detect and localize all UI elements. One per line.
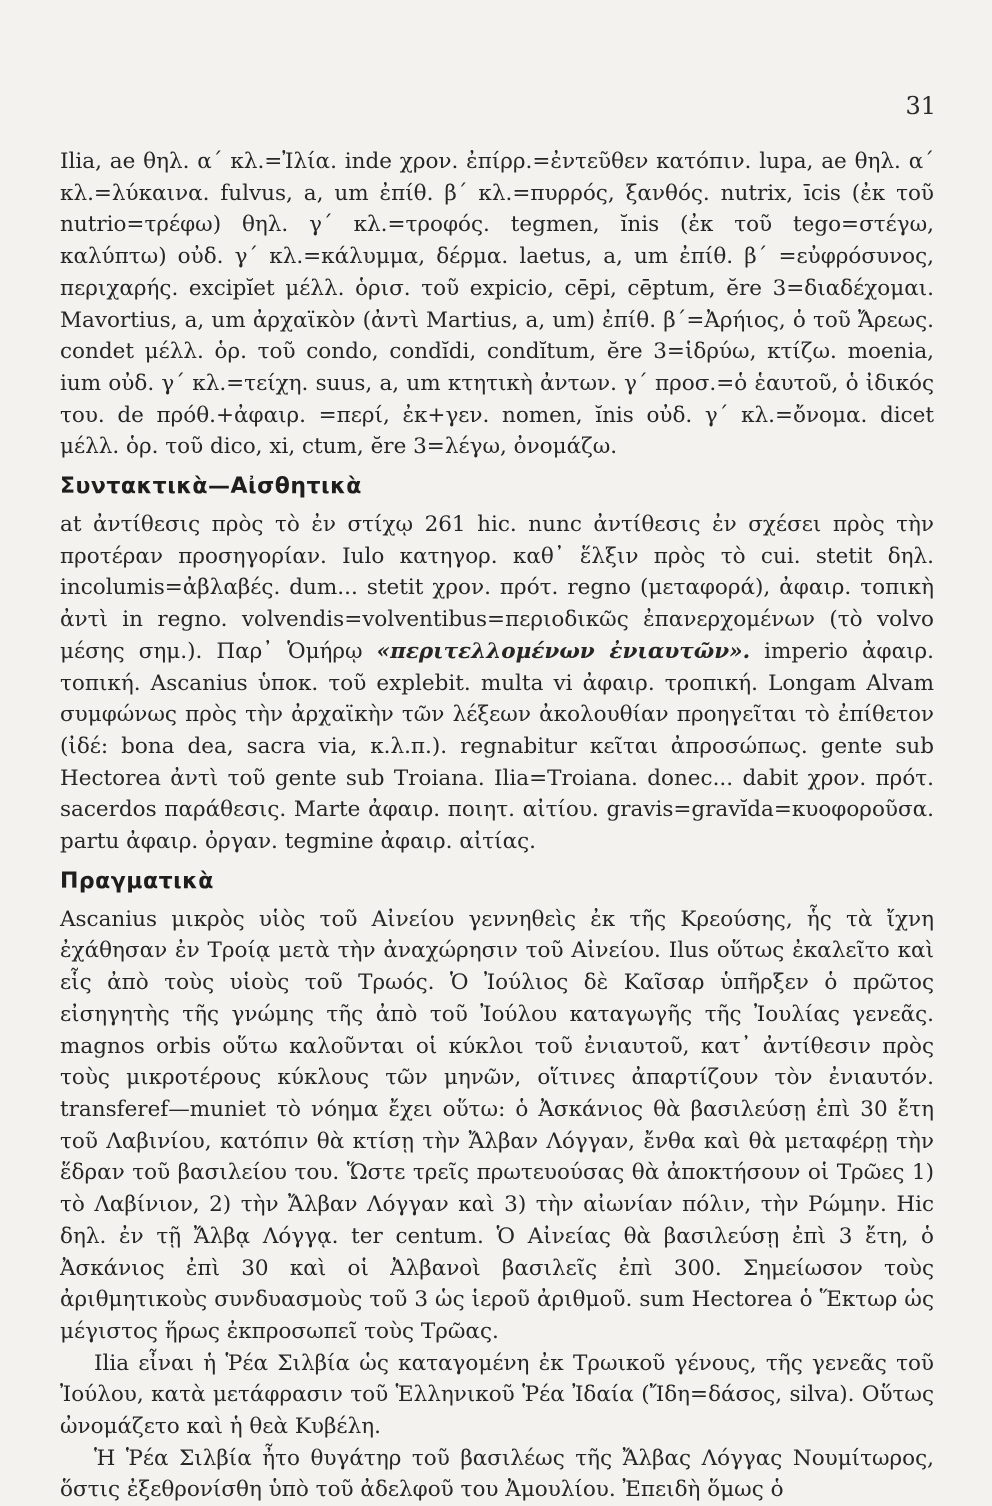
homeric-quote: «περιτελλομένων ἐνιαυτῶν». xyxy=(376,638,751,664)
syntax-paragraph xyxy=(60,509,934,858)
syntax-text-after: imperio ἀφαιρ. τοπική. Ascanius ὑποκ. τοῦ explebit. multa vi ἀφαιρ. τροπική. Longam Alvam συμφώνως πρὸς τὴν ἀρχαϊκὴν τῶν λέξεων ἀκολουθίαν προηγεῖται τὸ ἐπίθετον (ἰδέ: bona dea, sacra via, κ.λ.π.). regnabitur κεῖται ἀπροσώπως. gente sub Hectorea ἀντὶ τοῦ gente sub Troiana. Ilia=Troiana. donec... dabit χρον. πρότ. sacerdos παράθεσις. Marte ἀφαιρ. ποιητ. αἰτίου. gravis=gravĭda=κυοφοροῦσα. partu ἀφαιρ. ὀργαν. tegmine ἀφαιρ. αἰτίας. xyxy=(60,638,934,855)
content-paragraph-2: Ilia εἶναι ἡ Ῥέα Σιλβία ὡς καταγομένη ἐκ Τρωικοῦ γένους, τῆς γενεᾶς τοῦ Ἰούλου, κατὰ μετάφρασιν τοῦ Ἑλληνικοῦ Ῥέα Ἰδαία (Ἴδη=δάσος, silva). Οὕτως ὠνομάζετο καὶ ἡ θεὰ Κυβέλη. xyxy=(60,1350,934,1440)
page-number: 31 xyxy=(905,92,936,120)
vocabulary-paragraph: Ilia, ae θηλ. α΄ κλ.=Ἰλία. inde χρον. ἐπίρρ.=ἐντεῦθεν κατόπιν. lupa, ae θηλ. α΄ κλ.=λύκαινα. fulvus, a, um ἐπίθ. β΄ κλ.=πυρρός, ξανθός. nutrix, īcis (ἐκ τοῦ nutrio=τρέφω) θηλ. γ΄ κλ.=τροφός. tegmen, ĭnis (ἐκ τοῦ tego=στέγω, καλύπτω) οὐδ. γ΄ κλ.=κάλυμμα, δέρμα. laetus, a, um ἐπίθ. β΄ =εὐφρόσυνος, περιχαρής. excipĭet μέλλ. ὁρισ. τοῦ expicio, cēpi, cēptum, ĕre 3=διαδέχομαι. Mavortius, a, um ἀρχαϊκὸν (ἀντὶ Martius, a, um) ἐπίθ. β΄=Ἀρήιος, ὁ τοῦ Ἄρεως. condet μέλλ. ὁρ. τοῦ condo, condĭdi, condĭtum, ĕre 3=ἱδρύω, κτίζω. moenia, ium οὐδ. γ΄ κλ.=τείχη. suus, a, um κτητικὴ ἀντων. γ΄ προσ.=ὁ ἑαυτοῦ, ὁ ἰδικός του. de πρόθ.+ἀφαιρ. =περί, ἐκ+γεν. nomen, ĭnis οὐδ. γ΄ κλ.=ὄνομα. dicet μέλλ. ὁρ. τοῦ dico, xi, ctum, ĕre 3=λέγω, ὀνομάζω. xyxy=(60,149,934,460)
content-paragraph-1: Ascanius μικρὸς υἱὸς τοῦ Αἰνείου γεννηθεὶς ἐκ τῆς Κρεούσης, ἧς τὰ ἴχνη ἐχάθησαν ἐν Τροίᾳ μετὰ τὴν ἀναχώρησιν τοῦ Αἰνείου. Ilus οὕτως ἐκαλεῖτο καὶ εἷς ἀπὸ τοὺς υἱοὺς τοῦ Τρωός. Ὁ Ἰούλιος δὲ Καῖσαρ ὑπῆρξεν ὁ πρῶτος εἰσηγητὴς τῆς γνώμης τῆς ἀπὸ τοῦ Ἰούλου καταγωγῆς τῆς Ἰουλίας γενεᾶς. magnos orbis οὕτω καλοῦνται οἱ κύκλοι τοῦ ἐνιαυτοῦ, κατ᾽ ἀντίθεσιν πρὸς τοὺς μικροτέρους κύκλους τῶν μηνῶν, οἵτινες ἀπαρτίζουν τὸν ἐνιαυτόν. transferef—muniet τὸ νόημα ἔχει οὕτω: ὁ Ἀσκάνιος θὰ βασιλεύσῃ ἐπὶ 30 ἔτη τοῦ Λαβινίου, κατόπιν θὰ κτίσῃ τὴν Ἄλβαν Λόγγαν, ἔνθα καὶ θὰ μεταφέρῃ τὴν ἕδραν τοῦ βασιλείου του. Ὥστε τρεῖς πρωτευούσας θὰ ἀποκτήσουν οἱ Τρῶες 1) τὸ Λαβίνιον, 2) τὴν Ἄλβαν Λόγγαν καὶ 3) τὴν αἰωνίαν πόλιν, τὴν Ρώμην. Hic δηλ. ἐν τῇ Ἄλβᾳ Λόγγᾳ. ter centum. Ὁ Αἰνείας θὰ βασιλεύσῃ ἐπὶ 3 ἔτη, ὁ Ἀσκάνιος ἐπὶ 30 καὶ οἱ Ἀλβανοὶ βασιλεῖς ἐπὶ 300. Σημείωσον τοὺς ἀριθμητικοὺς συνδυασμοὺς τοῦ 3 ὡς ἱεροῦ ἀριθμοῦ. sum Hectorea ὁ Ἕκτωρ ὡς μέγιστος ἥρως ἐκπροσωπεῖ τοὺς Τρῶας. xyxy=(60,906,934,1344)
page-content xyxy=(60,146,934,1506)
syntax-text-before: at ἀντίθεσις πρὸς τὸ ἐν στίχῳ 261 hic. nunc ἀντίθεσις ἐν σχέσει πρὸς τὴν προτέραν προσηγορίαν. Iulo κατηγορ. καθ᾽ ἕλξιν πρὸς τὸ cui. stetit δηλ. incolumis=ἀβλαβές. dum... stetit χρον. πρότ. regno (μεταφορά), ἀφαιρ. τοπικὴ ἀντὶ in regno. volvendis=volventibus=περιοδικῶς ἐπανερχομένων (τὸ volvo μέσης σημ.). Παρ᾽ Ὁμήρῳ xyxy=(60,512,934,664)
section-heading-content: Πραγματικὰ xyxy=(60,868,214,894)
content-paragraph-3: Ἡ Ῥέα Σιλβία ἦτο θυγάτηρ τοῦ βασιλέως τῆς Ἄλβας Λόγγας Νουμίτωρος, ὅστις ἐξεθρονίσθη ὑπὸ τοῦ ἀδελφοῦ του Ἀμουλίου. Ἐπειδὴ ὅμως ὁ xyxy=(60,1445,934,1503)
section-heading-syntax: Συντακτικὰ—Αἰσθητικὰ xyxy=(60,474,362,500)
